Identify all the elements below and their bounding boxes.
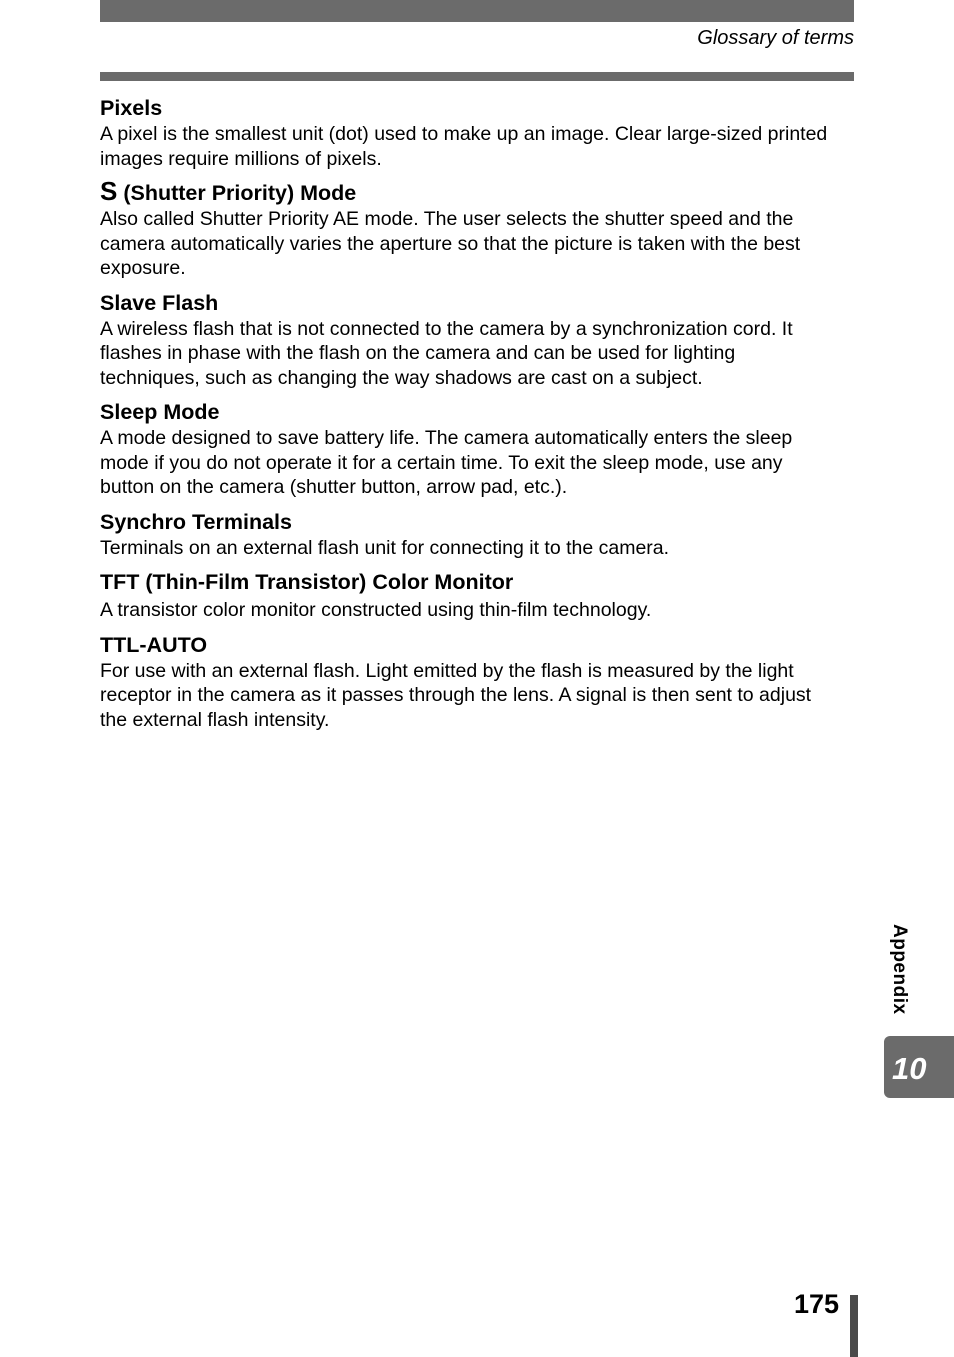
entry-definition-line: mode if you do not operate it for a certain time. To exit the sleep mode, use any [100,451,783,474]
entry-definition-line: A wireless flash that is not connected to the camera by a synchronization cord. It [100,317,793,340]
entry-definition-line: images require millions of pixels. [100,147,382,170]
glossary-content [100,94,856,732]
entry-term [100,177,856,207]
entry-definition-line: camera automatically varies the aperture so that the picture is taken with the best [100,232,801,255]
chapter-tab [884,1036,954,1098]
entry-definition-line: A mode designed to save battery life. The camera automatically enters the sleep [100,427,793,449]
chapter-number: 10 [892,1051,927,1086]
entry-term: Sleep Mode [100,400,220,424]
glossary-entry-tft-monitor [100,568,856,623]
page-header-title: Glossary of terms [697,27,854,49]
entry-definition-line: the external flash intensity. [100,708,330,731]
entry-definition-line: Also called Shutter Priority AE mode. The user selects the shutter speed and the [100,208,794,230]
entry-definition-line: receptor in the camera as it passes through the lens. A signal is then sent to adjust [100,684,812,706]
entry-definition-line: flashes in phase with the flash on the camera and can be used for lighting [100,342,736,364]
glossary-entry-shutter-priority [100,177,856,281]
entry-definition-line: techniques, such as changing the way shadows are cast on a subject. [100,366,703,389]
entry-term: TTL-AUTO [100,632,208,657]
section-tab-label [887,924,917,1034]
header-bar [100,0,854,22]
page-number-bar [850,1295,858,1357]
page-number: 175 [793,1289,839,1319]
entry-term: Slave Flash [100,290,219,315]
entry-definition-line: For use with an external flash. Light emitted by the flash is measured by the light [100,659,794,682]
entry-definition-line: A transistor color monitor constructed using thin-film technology. [100,599,652,621]
entry-term: Synchro Terminals [100,509,292,534]
entry-term-text: (Shutter Priority) Mode [123,181,357,205]
section-tab-text: Appendix [889,924,910,1015]
glossary-entry-pixels [100,94,856,171]
glossary-entry-slave-flash [100,289,856,391]
entry-term: Pixels [100,96,163,120]
glossary-entry-sleep-mode [100,398,856,500]
glossary-entry-synchro-terminals [100,508,856,561]
entry-definition-line: button on the camera (shutter button, arrow pad, etc.). [100,476,568,498]
entry-definition-line: A pixel is the smallest unit (dot) used to make up an image. Clear large-sized printed [100,123,828,145]
entry-term: TFT (Thin-Film Transistor) Color Monitor [100,570,514,594]
entry-definition-line: exposure. [100,257,186,279]
header-rule [100,72,854,81]
glossary-entry-ttl-auto [100,631,856,733]
shutter-priority-mode-icon: S [100,176,118,206]
entry-definition-line: Terminals on an external flash unit for connecting it to the camera. [100,536,670,559]
